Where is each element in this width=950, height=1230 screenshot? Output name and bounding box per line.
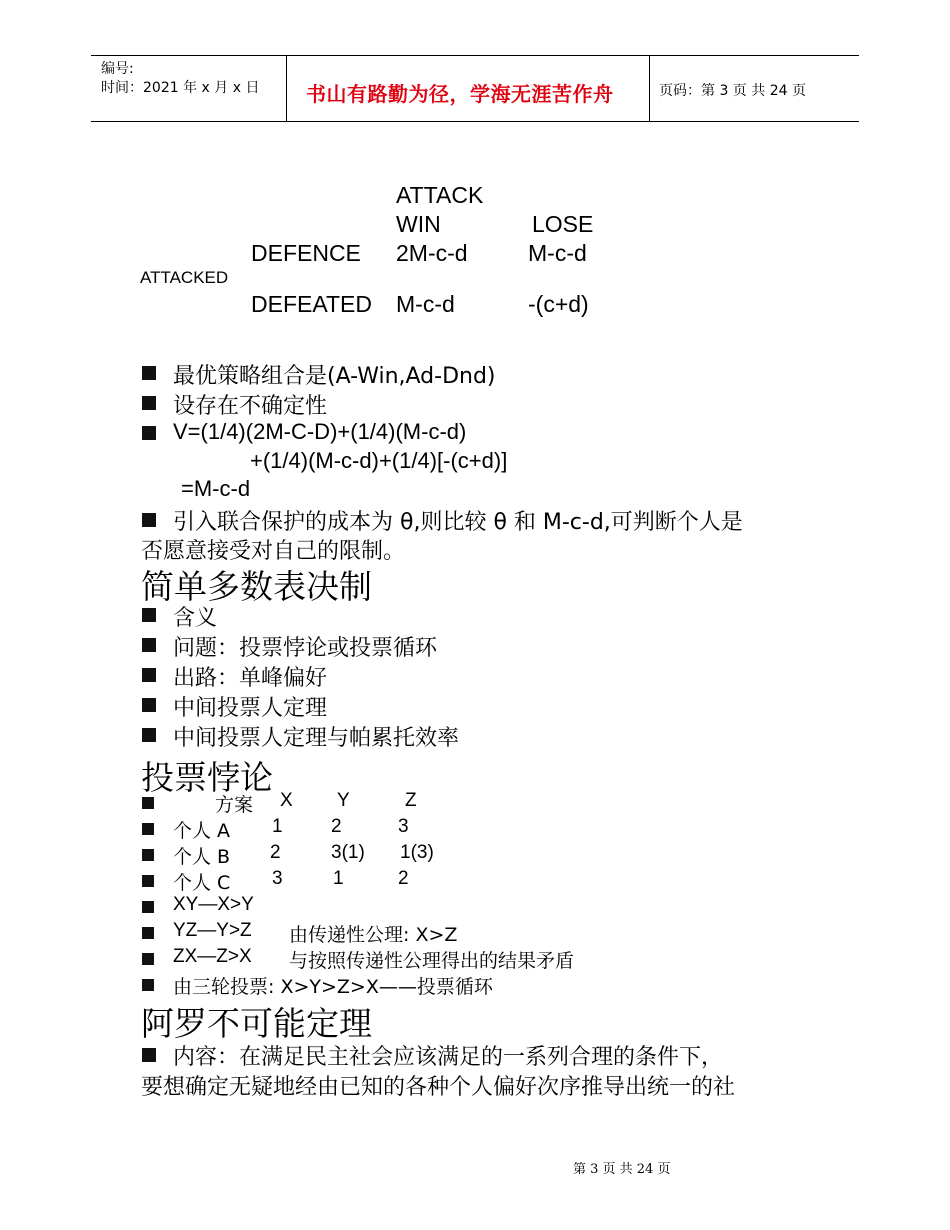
matrix-lose-label: LOSE <box>532 211 594 237</box>
table-cell: 1 <box>333 868 344 889</box>
bullet-square-icon <box>142 668 156 682</box>
table-cell: 3 <box>398 816 409 837</box>
bullet-joint-protection: 引入联合保护的成本为 θ,则比较 θ 和 M-c-d,可判断个人是 <box>173 510 743 535</box>
matrix-defence-lose: M-c-d <box>528 240 587 266</box>
table-row-person-c: 个人 C <box>173 872 231 894</box>
list-item: 问题：投票悖论或投票循环 <box>173 636 438 661</box>
bullet-square-icon <box>142 901 154 913</box>
bullet-optimal-strategy: 最优策略组合是(A-Win,Ad-Dnd) <box>173 364 496 389</box>
bullet-square-icon <box>142 875 154 887</box>
list-item: 含义 <box>173 606 218 631</box>
v-formula-result: =M-c-d <box>181 476 251 501</box>
table-cell: 1(3) <box>400 842 434 863</box>
table-header-z: Z <box>405 790 417 811</box>
bullet-square-icon <box>142 927 154 939</box>
table-row-person-b: 个人 B <box>173 846 231 868</box>
header-divider-left <box>286 56 287 122</box>
section-title-simple-majority: 简单多数表决制 <box>141 567 372 606</box>
header-bottom-rule <box>91 121 859 122</box>
comparison-yz: YZ—Y>Z <box>173 920 252 941</box>
matrix-attacked-label: ATTACKED <box>140 268 229 287</box>
bullet-v-formula: V=(1/4)(2M-C-D)+(1/4)(M-c-d) <box>173 419 467 444</box>
table-header-x: X <box>280 790 293 811</box>
arrow-theorem-content-line1: 内容：在满足民主社会应该满足的一系列合理的条件下， <box>173 1045 724 1070</box>
bullet-square-icon <box>142 638 156 652</box>
bullet-uncertainty: 设存在不确定性 <box>173 394 328 419</box>
table-cell: 1 <box>272 816 283 837</box>
table-cell: 3 <box>272 868 283 889</box>
table-cell: 3(1) <box>331 842 365 863</box>
comparison-yz-note: 由传递性公理: X>Z <box>289 924 458 946</box>
joint-protection-line2: 否愿意接受对自己的限制。 <box>141 539 406 564</box>
page-label: 页码：第 3 页 共 24 页 <box>659 83 806 99</box>
matrix-attack-label: ATTACK <box>396 182 484 208</box>
matrix-defeated-win: M-c-d <box>396 291 455 317</box>
header-divider-right <box>649 56 650 122</box>
comparison-zx-note: 与按照传递性公理得出的结果矛盾 <box>289 950 575 972</box>
footer-page-number: 第 3 页 共 24 页 <box>573 1162 671 1177</box>
time-label: 时间：2021 年 x 月 x 日 <box>101 80 260 96</box>
voting-cycle-line: 由三轮投票: X>Y>Z>X——投票循环 <box>173 976 493 998</box>
matrix-defence-label: DEFENCE <box>251 240 361 266</box>
header-top-rule <box>91 55 859 56</box>
matrix-defeated-lose: -(c+d) <box>528 291 589 317</box>
bullet-square-icon <box>142 797 154 809</box>
arrow-theorem-content-line2: 要想确定无疑地经由已知的各种个人偏好次序推导出统一的社 <box>141 1075 736 1100</box>
motto-text: 书山有路勤为径，学海无涯苦作舟 <box>306 82 614 106</box>
table-header-y: Y <box>337 790 350 811</box>
bullet-square-icon <box>142 728 156 742</box>
bullet-square-icon <box>142 426 156 440</box>
bullet-square-icon <box>142 396 156 410</box>
section-title-voting-paradox: 投票悖论 <box>141 758 273 797</box>
bullet-square-icon <box>142 953 154 965</box>
comparison-xy: XY—X>Y <box>173 894 254 915</box>
bullet-square-icon <box>142 979 154 991</box>
list-item: 中间投票人定理与帕累托效率 <box>173 726 460 751</box>
bullet-square-icon <box>142 823 154 835</box>
matrix-defeated-label: DEFEATED <box>251 291 372 317</box>
bullet-square-icon <box>142 366 156 380</box>
bullet-square-icon <box>142 513 156 527</box>
bullet-square-icon <box>142 1048 156 1062</box>
list-item: 出路：单峰偏好 <box>173 666 328 691</box>
list-item: 中间投票人定理 <box>173 696 328 721</box>
table-row-person-a: 个人 A <box>173 820 231 842</box>
bullet-square-icon <box>142 698 156 712</box>
table-cell: 2 <box>398 868 409 889</box>
matrix-win-label: WIN <box>396 211 441 237</box>
table-cell: 2 <box>270 842 281 863</box>
matrix-defence-win: 2M-c-d <box>396 240 468 266</box>
table-header-plan: 方案 <box>215 794 254 816</box>
comparison-zx: ZX—Z>X <box>173 946 252 967</box>
serial-label: 编号: <box>101 61 134 77</box>
table-cell: 2 <box>331 816 342 837</box>
bullet-square-icon <box>142 849 154 861</box>
v-formula-continuation: +(1/4)(M-c-d)+(1/4)[-(c+d)] <box>250 448 508 473</box>
bullet-square-icon <box>142 608 156 622</box>
section-title-arrow-theorem: 阿罗不可能定理 <box>141 1004 372 1043</box>
